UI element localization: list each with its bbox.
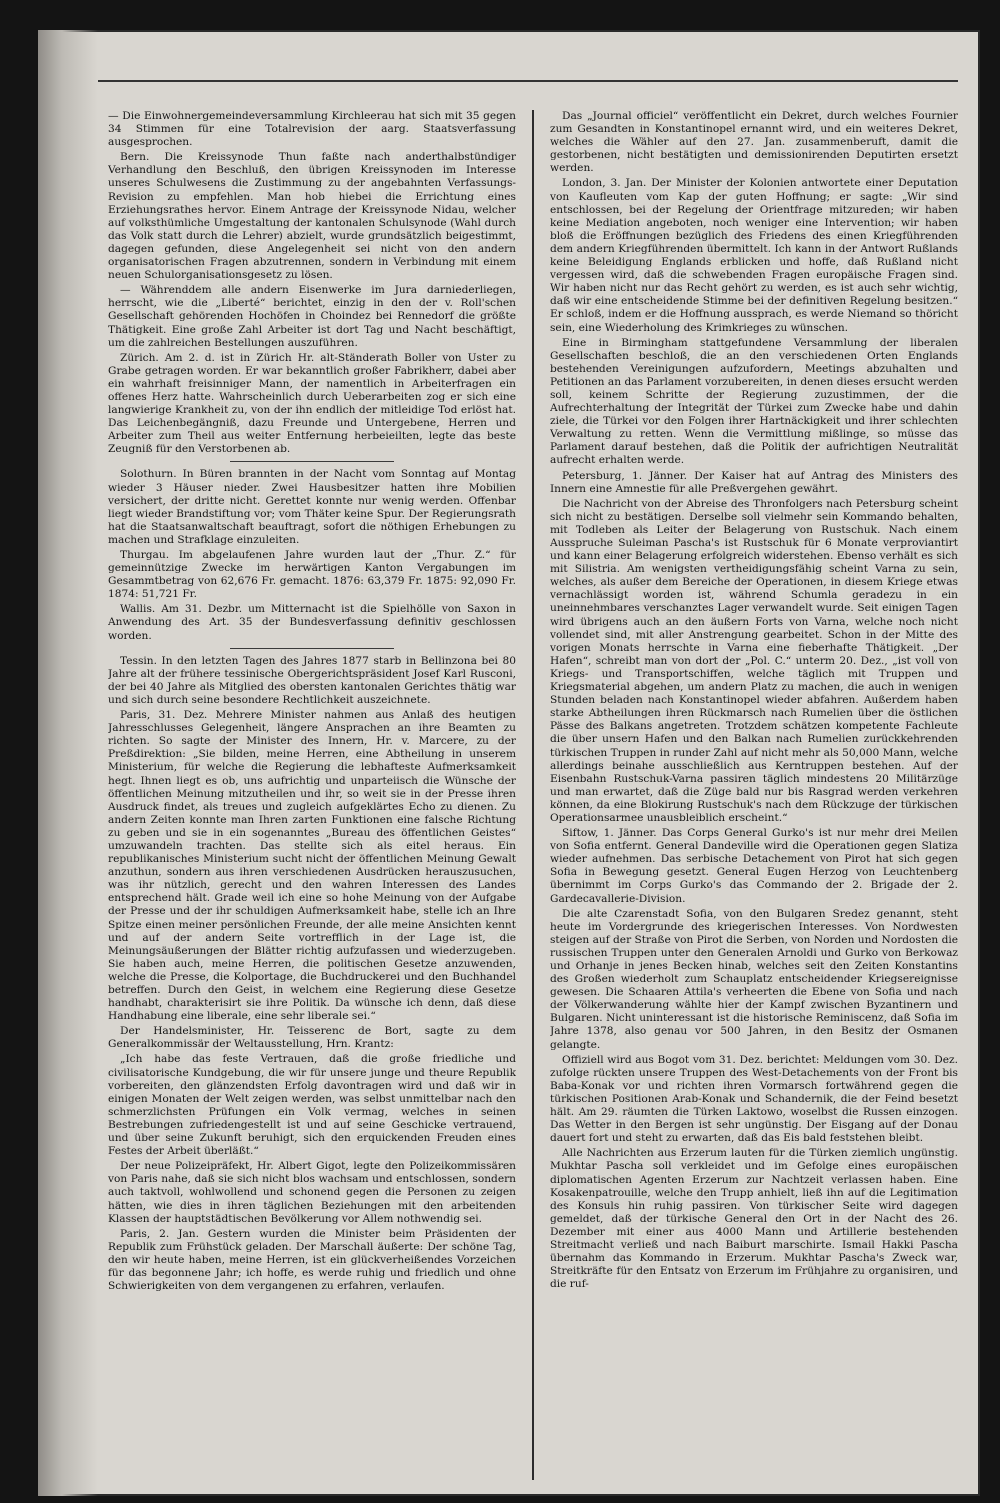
article-paragraph: Die Nachricht von der Abreise des Thronfolgers nach Petersburg scheint sich nicht zu bestätigen. Derselbe soll vielmehr sein Kommando behalten, mit Todleben als Leiter der Belagerung von Rustschuk. Nach einem Ausspruche Suleiman Pascha's ist Rustschuk für 6 Monate verproviantirt und kann einer Belagerung erfolgreich widerstehen. Ebenso verhält es sich mit Silistria. Am wenigsten vertheidigungsfähig scheint Varna zu sein, welches, als außer dem Bereiche der Operationen, in diesem Kriege etwas vernachlässigt worden ist, während Schumla geradezu in ein uneinnehmbares verschanztes Lager verwandelt wurde. Seit einigen Tagen wird übrigens auch an den äußern Forts von Varna, welche noch nicht vollendet sind, mit aller Anstrengung gearbeitet. Schon in der Mitte des vorigen Monats herrschte in Varna eine fieberhafte Thätigkeit. „Der Hafen“, schreibt man von dort der „Pol. C.“ unterm 20. Dez., „ist voll von Kriegs- und Transportschiffen, welche täglich mit Truppen und Kriegsmaterial abgehen, um andern Platz zu machen, die auch in wenigen Stunden beladen nach Konstantinopel wieder abfahren. Außerdem haben starke Abtheilungen ihren Rückmarsch nach Rumelien über die östlichen Pässe des Balkans angetreten. Trotzdem schätzen kompetente Fachleute die über unsern Hafen und den Balkan nach Rumelien zurückkehrenden türkischen Truppen in runder Zahl auf nicht mehr als 50,000 Mann, welche allerdings beinahe ausschließlich aus Kerntruppen bestehen. Auf der Eisenbahn Rustschuk-Varna passiren täglich mindestens 20 Militärzüge und man erwartet, daß die Züge bald nur bis Rasgrad werden verkehren können, da eine Blokirung Rustschuk's nach dem Rückzuge der türkischen Operationsarmee unausbleiblich erscheint.“ [550,497,958,824]
article-paragraph: Wallis. Am 31. Dezbr. um Mitternacht ist die Spielhölle von Saxon in Anwendung des Art. 35 der Bundesverfassung definitiv geschlossen worden. [108,603,516,642]
article-paragraph: Petersburg, 1. Jänner. Der Kaiser hat auf Antrag des Ministers des Innern eine Amnestie für alle Preßvergehen gewährt. [550,469,958,495]
article-paragraph: Paris, 2. Jan. Gestern wurden die Minister beim Präsidenten der Republik zum Frühstück geladen. Der Marschall äußerte: Der schöne Tag, den wir heute haben, meine Herren, ist ein glückverheißendes Vorzeichen für das begonnene Jahr; ich hoffe, es werde ruhig und friedlich und ohne Schwierigkeiten von dem vergangenen zu erfahren, verlaufen. [108,1227,516,1293]
article-paragraph: — Währenddem alle andern Eisenwerke im Jura darniederliegen, herrscht, wie die „Liberté“ berichtet, einzig in den der v. Roll'schen Gesellschaft gehörenden Hochöfen in Choindez bei Rennedorf die größte Thätigkeit. Eine große Zahl Arbeiter ist dort Tag und Nacht beschäftigt, um die zahlreichen Bestellungen auszuführen. [108,284,516,349]
article-paragraph: Das „Journal officiel“ veröffentlicht ein Dekret, durch welches Fournier zum Gesandten in Konstantinopel ernannt wird, und ein weiteres Dekret, welches die Wähler auf den 27. Jan. zusammenberuft, damit die gestorbenen, nicht bestätigten und demissionirenden Deputirten ersetzt werden. [550,110,958,175]
article-paragraph: Thurgau. Im abgelaufenen Jahre wurden laut der „Thur. Z.“ für gemeinnützige Zwecke im herwärtigen Kanton Vergabungen im Gesammtbetrag von 62,676 Fr. gemacht. 1876: 63,379 Fr. 1875: 92,090 Fr. 1874: 51,721 Fr. [108,549,516,601]
newspaper-page [38,30,980,1496]
article-paragraph: Offiziell wird aus Bogot vom 31. Dez. berichtet: Meldungen vom 30. Dez. zufolge rückten unsere Truppen des West-Detachements von der Front bis Baba-Konak vor und richten ihren Vormarsch fortwährend gegen die türkischen Positionen Arab-Konak und Schandernik, die der Feind besetzt hält. Am 29. räumten die Türken Laktowo, woselbst die Russen einzogen. Das Wetter in den Bergen ist sehr ungünstig. Der Eisgang auf der Donau dauert fort und steht zu erwarten, daß das Eis bald feststehen bleibt. [550,1053,958,1145]
article-paragraph: Die alte Czarenstadt Sofia, von den Bulgaren Sredez genannt, steht heute im Vordergrunde des kriegerischen Interesses. Von Nordwesten steigen auf der Straße von Pirot die Serben, von Norden und Nordosten die russischen Truppen unter den Generalen Arnoldi und Gurko von Berkowaz und Orhanje in jenes Becken hinab, welches seit den Zeiten Konstantins des Großen wiederholt zum Schauplatz entscheidender Kriegsereignisse gewesen. Die Schaaren Attila's verheerten die Ebene von Sofia und nach der Völkerwanderung wählte hier der Kampf zwischen Byzantinern und Bulgaren. Nicht uninteressant ist die historische Reminiscenz, daß Sofia im Jahre 1378, also genau vor 500 Jahren, in den Besitz der Osmanen gelangte. [550,907,958,1051]
section-separator [230,461,393,462]
article-paragraph: Siftow, 1. Jänner. Das Corps General Gurko's ist nur mehr drei Meilen von Sofia entfernt. General Dandeville wird die Operationen gegen Slatiza wieder aufnehmen. Das serbische Detachement von Pirot hat sich gegen Sofia in Bewegung gesetzt. General Eugen Herzog von Leuchtenberg übernimmt im Corps Gurko's das Commando der 2. Brigade der 2. Gardecavallerie-Division. [550,827,958,905]
article-paragraph: „Ich habe das feste Vertrauen, daß die große friedliche und civilisatorische Kundgebung, die wir für unsere junge und theure Republik vorbereiten, den glänzendsten Erfolg davontragen wird und daß wir in einigen Monaten der Welt zeigen werden, was selbst unmittelbar nach den schmerzlichsten Prüfungen ein Volk vermag, welches in seinen Bestrebungen zufriedengestellt ist und auf seine Geschicke vertrauend, und über seine Zukunft beruhigt, sich den erquickenden Freuden eines Festes der Arbeit überläßt.“ [108,1053,516,1158]
article-paragraph: — Die Einwohnergemeindeversammlung Kirchleerau hat sich mit 35 gegen 34 Stimmen für eine Totalrevision der aarg. Staatsverfassung ausgesprochen. [108,110,516,149]
header-rule [98,80,958,82]
article-paragraph: Solothurn. In Büren brannten in der Nacht vom Sonntag auf Montag wieder 3 Häuser nieder. Zwei Hausbesitzer hatten ihre Mobilien versichert, der dritte nicht. Gerettet konnte nur wenig werden. Offenbar liegt wieder Brandstiftung vor; vom Thäter keine Spur. Der Regierungsrath hat die Staatsanwaltschaft beauftragt, sofort die nöthigen Erhebungen zu machen und Strafklage einzuleiten. [108,468,516,546]
article-paragraph: Der Handelsminister, Hr. Teisserenc de Bort, sagte zu dem Generalkommissär der Weltausstellung, Hrn. Krantz: [108,1025,516,1051]
section-separator [230,648,393,649]
column-divider [532,110,534,1480]
article-paragraph: Paris, 31. Dez. Mehrere Minister nahmen aus Anlaß des heutigen Jahresschlusses Gelegenheit, längere Ansprachen an ihre Beamten zu richten. So sagte der Minister des Innern, Hr. v. Marcere, zu der Preßdirektion: „Sie bilden, meine Herren, eine Abtheilung in unserem Ministerium, für welche die Regierung die lebhafteste Aufmerksamkeit hegt. Ihnen liegt es ob, uns aufrichtig und unparteiisch die Wünsche der öffentlichen Meinung mitzutheilen und ihr, so weit sie in der Presse ihren Ausdruck findet, als treues und zugleich aufgeklärtes Echo zu dienen. Zu andern Zeiten konnte man Ihren zarten Funktionen eine falsche Richtung zu geben und sie in ein sogenanntes „Bureau des öffentlichen Geistes“ umzuwandeln trachten. Das stellte sich als eitel heraus. Ein republikanisches Ministerium sucht nicht der öffentlichen Meinung Gewalt anzuthun, sondern aus ihren verschiedenen Ausdrücken herauszusuchen, was ihr nützlich, gerecht und den wahren Interessen des Landes entsprechend hält. Grade weil ich eine so hohe Meinung von der Aufgabe der Presse und der ihr schuldigen Aufmerksamkeit habe, stelle ich an Ihre Spitze einen meiner persönlichen Freunde, der alle meine Ansichten kennt und auf der andern Seite vortrefflich in der Lage ist, die Meinungsäußerungen der Blätter richtig aufzufassen und wiederzugeben. Sie haben auch, meine Herren, die politischen Gesetze anzuwenden, welche die Presse, die Kolportage, die Buchdruckerei und den Buchhandel betreffen. Durch den Geist, in welchem eine Regierung diese Gesetze handhabt, charakterisirt sie ihre Politik. Da wünsche ich denn, daß diese Handhabung eine liberale, eine sehr liberale sei.“ [108,709,516,1023]
article-paragraph: Tessin. In den letzten Tagen des Jahres 1877 starb in Bellinzona bei 80 Jahre alt der frühere tessinische Obergerichtspräsident Josef Karl Rusconi, der bei 40 Jahre als Mitglied des obersten kantonalen Gerichtes thätig war und sich durch seine besondere Rechtlichkeit auszeichnete. [108,654,516,706]
article-paragraph: Alle Nachrichten aus Erzerum lauten für die Türken ziemlich ungünstig. Mukhtar Pascha soll verkleidet und im Gefolge eines europäischen diplomatischen Agenten Erzerum zur Nachtzeit verlassen haben. Eine Kosakenpatrouille, welche den Trupp anhielt, ließ ihn auf die Legitimation des Konsuls hin ruhig passiren. Von türkischer Seite wird dagegen gemeldet, daß der türkische General den Ort in der Nacht des 26. Dezember mit einer aus 4000 Mann und Artillerie bestehenden Streitmacht verließ und nach Baiburt marschirte. Ismail Hakki Pascha übernahm das Kommando in Erzerum. Mukhtar Pascha's Zweck war, Streitkräfte für den Entsatz von Erzerum im Frühjahre zu organisiren, und die ruf- [550,1147,958,1291]
article-paragraph: Der neue Polizeipräfekt, Hr. Albert Gigot, legte den Polizeikommissären von Paris nahe, daß sie sich nicht blos wachsam und entschlossen, sondern auch taktvoll, wohlwollend und schonend gegen die Personen zu zeigen hätten, wie dies in ihren täglichen Beziehungen mit den arbeitenden Klassen der hauptstädtischen Bevölkerung vor Allem nothwendig sei. [108,1160,516,1225]
column-left [108,110,516,1490]
article-paragraph: Bern. Die Kreissynode Thun faßte nach anderthalbstündiger Verhandlung den Beschluß, den übrigen Kreissynoden im Interesse unseres Schulwesens die Zustimmung zu der angebahnten Verfassungs-Revision zu empfehlen. Man hob hiebei die Errichtung eines Erziehungsrathes hervor. Einem Antrage der Kreissynode Nidau, welcher auf volksthümliche Umgestaltung der kantonalen Schulsynode (Wahl durch das Volk statt durch die Lehrer) abzielt, wurde grundsätzlich beigestimmt, dagegen gefunden, diese Angelegenheit sei nicht von den andern organisatorischen Fragen abzutrennen, sondern in Verbindung mit einem neuen Schulorganisationsgesetz zu lösen. [108,151,516,282]
article-paragraph: Eine in Birmingham stattgefundene Versammlung der liberalen Gesellschaften beschloß, die an den verschiedenen Orten Englands bestehenden Vereinigungen aufzufordern, Meetings abzuhalten und Petitionen an das Parlament vorzubereiten, in denen dieses ersucht werden soll, keinem Schritte der Regierung zuzustimmen, der die Aufrechterhaltung der Integrität der Türkei zum Zwecke habe und dahin ziele, die Türkei vor den Folgen ihrer Hartnäckigkeit und ihrer schlechten Verwaltung zu retten. Wenn die Vermittlung mißlinge, so müsse das Parlament darauf bestehen, daß die Politik der aufrichtigen Neutralität aufrecht erhalten werde. [550,336,958,467]
article-paragraph: London, 3. Jan. Der Minister der Kolonien antwortete einer Deputation von Kaufleuten vom Kap der guten Hoffnung; er sagte: „Wir sind entschlossen, bei der Regelung der Orientfrage mitzureden; wir haben keine Mediation angeboten, noch weniger eine Intervention; wir haben bloß die Eröffnungen bezüglich des Friedens des einen Kriegführenden dem andern Kriegführenden übermittelt. Ich kann in der Antwort Rußlands keine Beleidigung Englands erblicken und hoffe, daß Rußland nicht vergessen wird, daß die schwebenden Fragen europäische Fragen sind. Wir haben nicht nur das Recht gehört zu werden, es ist auch sehr wichtig, daß wir eine entscheidende Stimme bei der definitiven Regelung besitzen.“ Er schloß, indem er die Hoffnung aussprach, es werde Niemand so thöricht sein, eine Wiederholung des Krimkrieges zu wünschen. [550,177,958,334]
column-right [550,110,958,1490]
text-columns [108,110,958,1490]
article-paragraph: Zürich. Am 2. d. ist in Zürich Hr. alt-Ständerath Boller von Uster zu Grabe getragen worden. Er war bekanntlich großer Fabrikherr, dabei aber ein wahrhaft freisinniger Mann, der namentlich in Arbeiterfragen ein offenes Herz hatte. Wahrscheinlich durch Ueberarbeiten zog er sich eine langwierige Krankheit zu, von der ihn endlich der mitleidige Tod erlöst hat. Das Leichenbegängniß, dazu Freunde und Untergebene, Herren und Arbeiter zum Theil aus weiter Entfernung herbeieilten, legte das beste Zeugniß für den Verstorbenen ab. [108,351,516,456]
